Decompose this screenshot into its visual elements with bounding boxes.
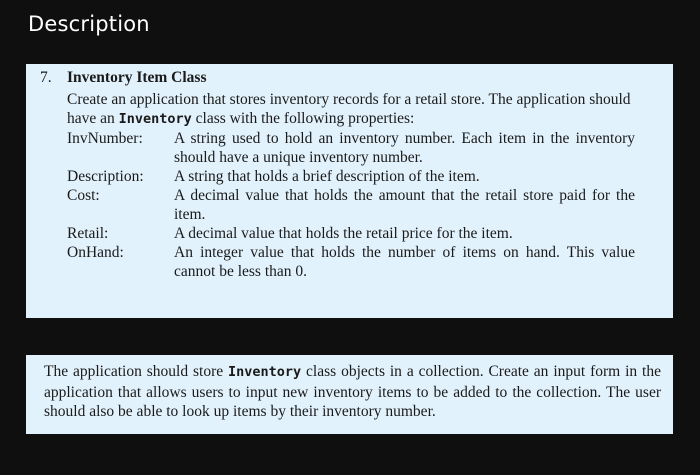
continuation-text-1: The application should store bbox=[44, 363, 228, 380]
property-description: A string that holds a brief description of the item. bbox=[174, 168, 480, 185]
property-name: Cost: bbox=[67, 187, 100, 204]
property-name: Description: bbox=[67, 168, 144, 185]
continuation-text bbox=[44, 362, 661, 422]
exercise-title: Inventory Item Class bbox=[67, 69, 207, 86]
continuation-panel bbox=[26, 355, 673, 434]
property-name: Retail: bbox=[67, 225, 109, 242]
property-row bbox=[67, 243, 659, 281]
continuation-text-2: class objects in a collection. Create an input form in the application that allows users to input new inventory items to be added to the collection. The user should also be able to look up items by their inventory number. bbox=[44, 363, 661, 420]
exercise-intro bbox=[67, 90, 659, 129]
property-name: OnHand: bbox=[67, 244, 124, 261]
property-list bbox=[67, 129, 659, 281]
exercise-panel bbox=[26, 64, 673, 318]
intro-code: Inventory bbox=[118, 111, 192, 127]
continuation-code: Inventory bbox=[228, 364, 302, 380]
property-row bbox=[67, 186, 659, 224]
intro-text-2: class with the following properties: bbox=[191, 110, 415, 127]
property-description: A string used to hold an inventory number. Each item in the inventory should have a unique inventory number. bbox=[174, 130, 635, 166]
property-name: InvNumber: bbox=[67, 130, 143, 147]
property-description: A decimal value that holds the amount that the retail store paid for the item. bbox=[174, 187, 635, 223]
intro-text-1: Create an application that stores inventory records for a retail store. The application should have an bbox=[67, 91, 631, 127]
property-row bbox=[67, 167, 659, 186]
property-row bbox=[67, 129, 659, 167]
exercise-title-line bbox=[40, 68, 659, 88]
property-description: A decimal value that holds the retail price for the item. bbox=[174, 225, 513, 242]
property-row bbox=[67, 224, 659, 243]
page-heading: Description bbox=[28, 12, 150, 36]
property-description: An integer value that holds the number of items on hand. This value cannot be less than 0. bbox=[174, 244, 635, 280]
exercise-number: 7. bbox=[40, 69, 52, 86]
